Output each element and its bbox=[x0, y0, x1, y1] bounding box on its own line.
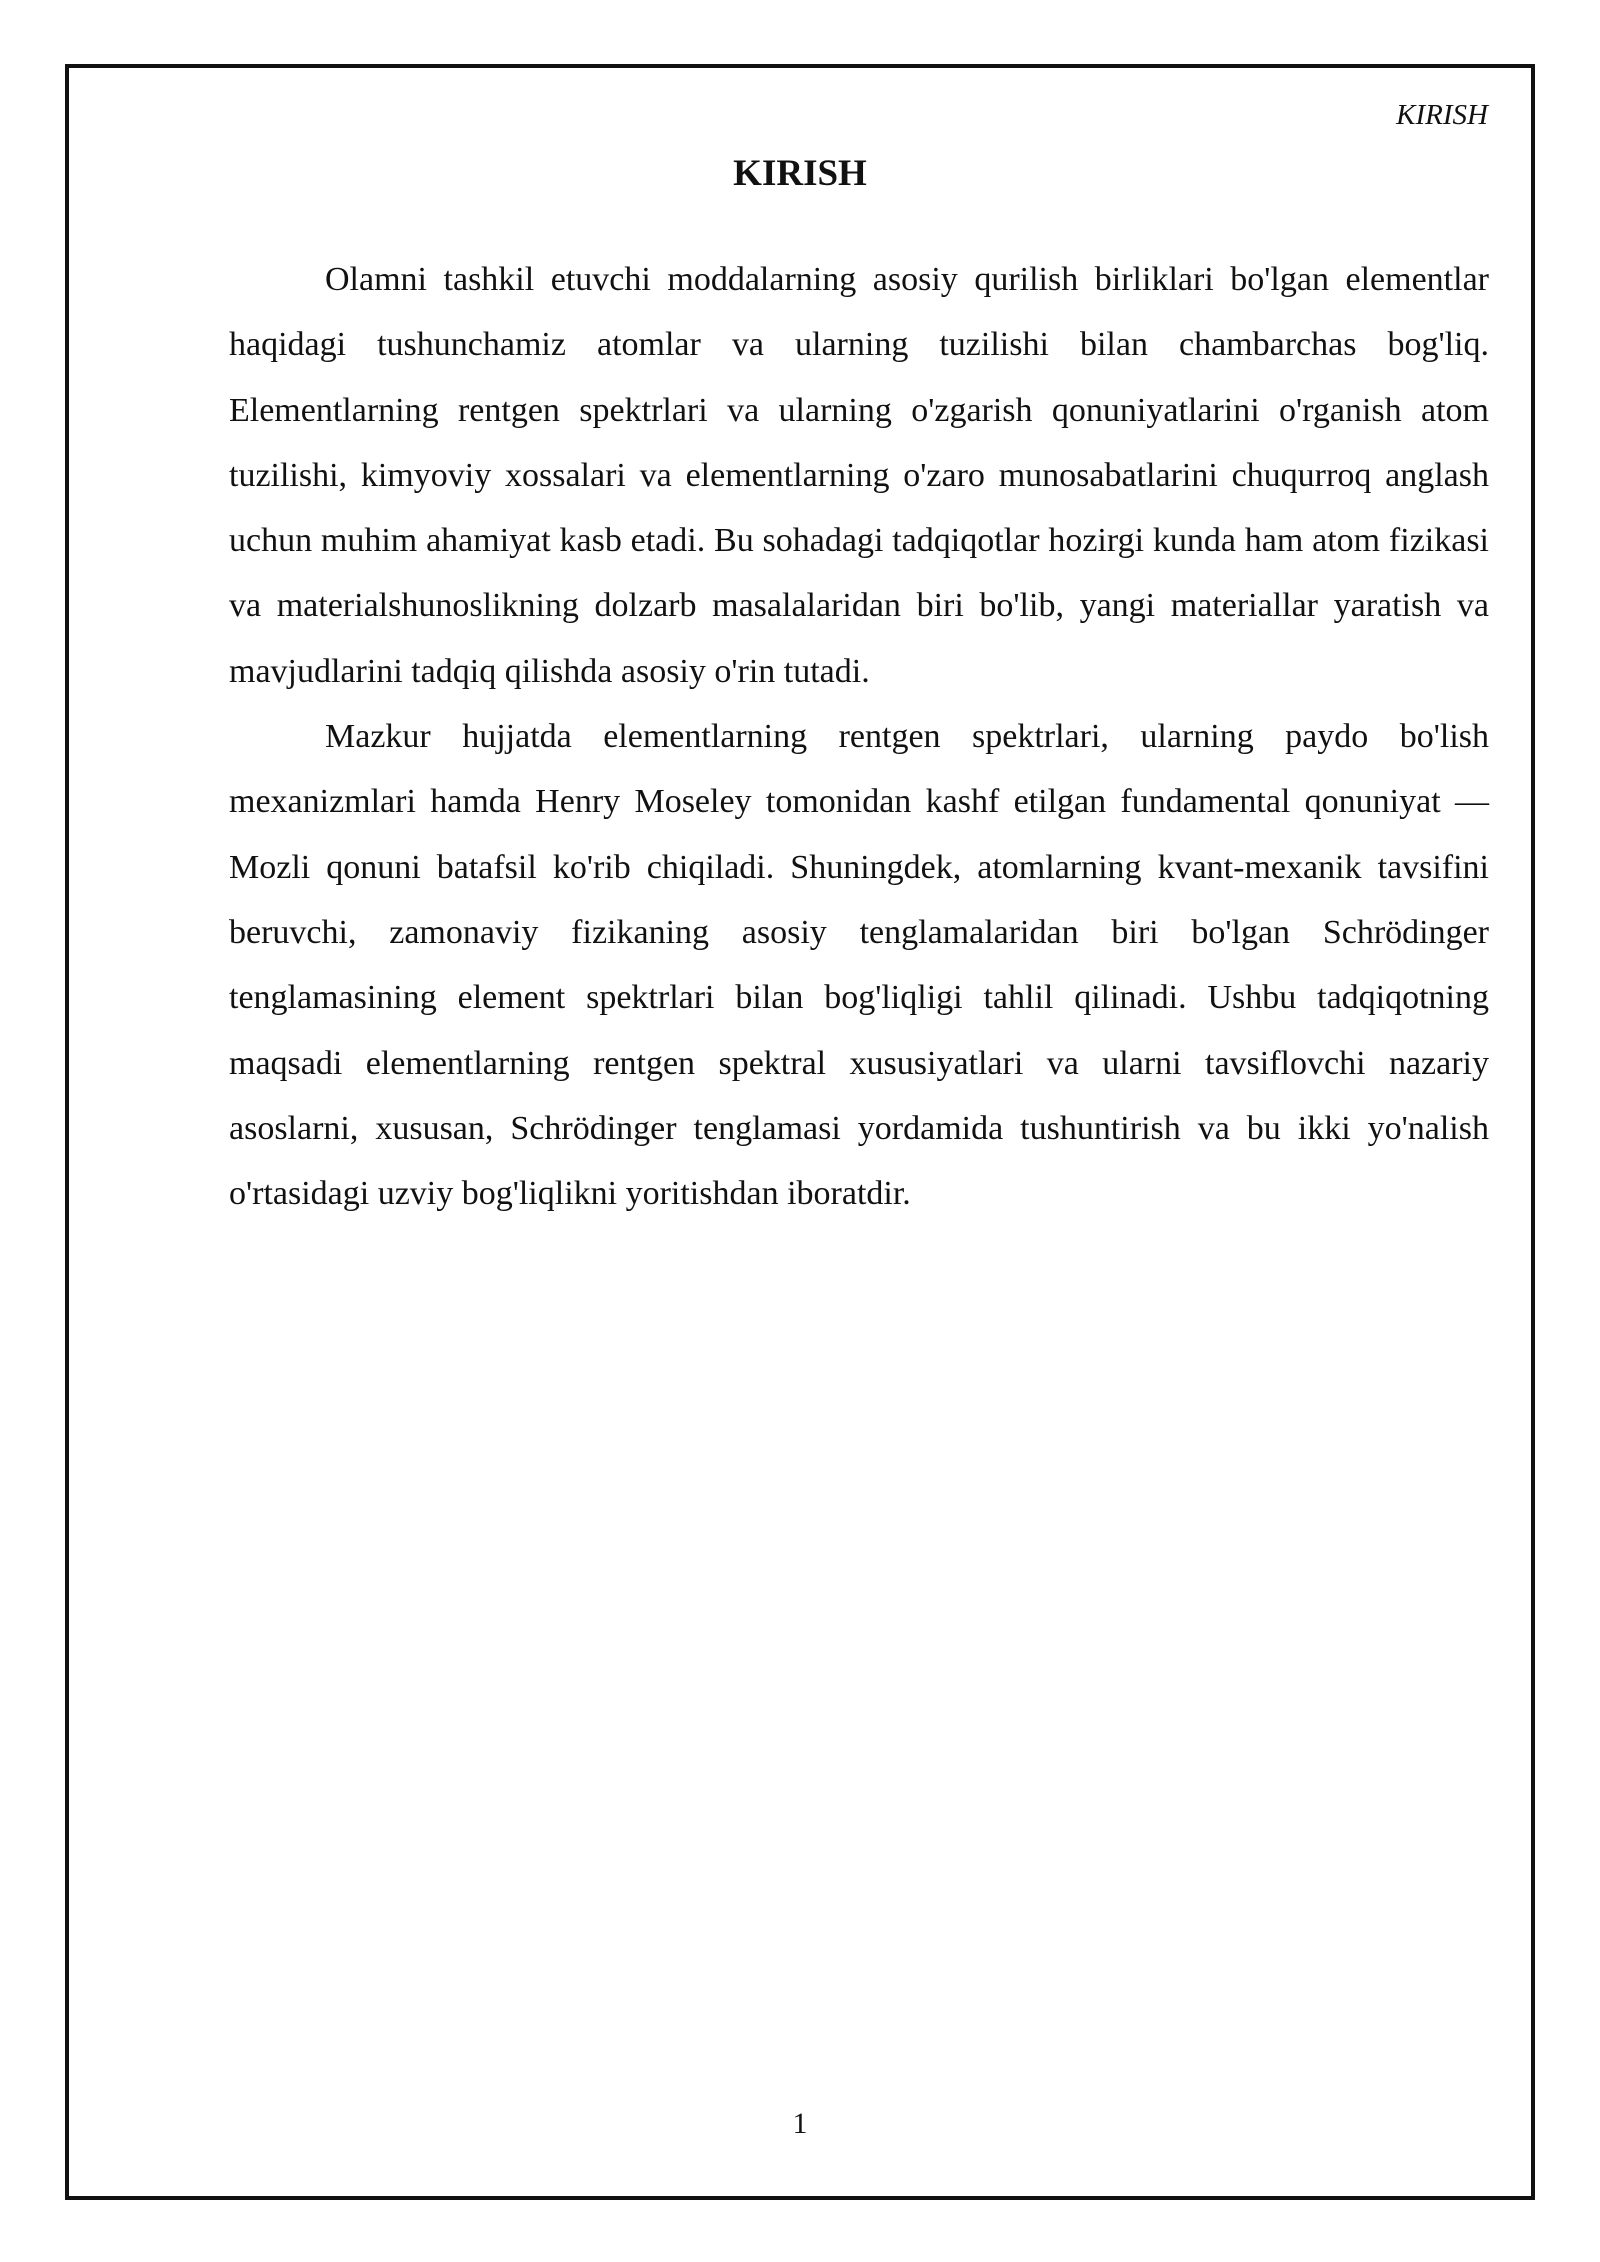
page-number: 1 bbox=[792, 2107, 808, 2140]
page-title: KIRISH bbox=[733, 153, 867, 194]
paragraph-2: Mazkur hujjatda elementlarning rentgen spektrlari, ularning paydo bo'lish mexanizmlari hamda Henry Moseley tomonidan kashf etilgan fundamental qonuniyat — Mozli qonuni batafsil ko'rib chiqiladi. Shuningdek, atomlarning kvant-mexanik tavsifini beruvchi, zamonaviy fizikaning asosiy tenglamalaridan biri bo'lgan Schrödinger tenglamasining element spektrlari bilan bog'liqligi tahlil qilinadi. Ushbu tadqiqotning maqsadi elementlarning rentgen spektral xususiyatlari va ularni tavsiflovchi nazariy asoslarni, xususan, Schrödinger tenglamasi yordamida tushuntirish va bu ikki yo'nalish o'rtasidagi uzviy bog'liqlikni yoritishdan iboratdir. bbox=[229, 718, 1489, 1213]
paragraph-1: Olamni tashkil etuvchi moddalarning asosiy qurilish birliklari bo'lgan elementlar haqidagi tushunchamiz atomlar va ularning tuzilishi bilan chambarchas bog'liq. Elementlarning rentgen spektrlari va ularning o'zgarish qonuniyatlarini o'rganish atom tuzilishi, kimyoviy xossalari va elementlarning o'zaro munosabatlarini chuqurroq anglash uchun muhim ahamiyat kasb etadi. Bu sohadagi tadqiqotlar hozirgi kunda ham atom fizikasi va materialshunoslikning dolzarb masalalaridan biri bo'lib, yangi materiallar yaratish va mavjudlarini tadqiq qilishda asosiy o'rin tutadi. bbox=[229, 261, 1489, 690]
document-body bbox=[229, 247, 1489, 1226]
running-header: KIRISH bbox=[1396, 99, 1488, 131]
